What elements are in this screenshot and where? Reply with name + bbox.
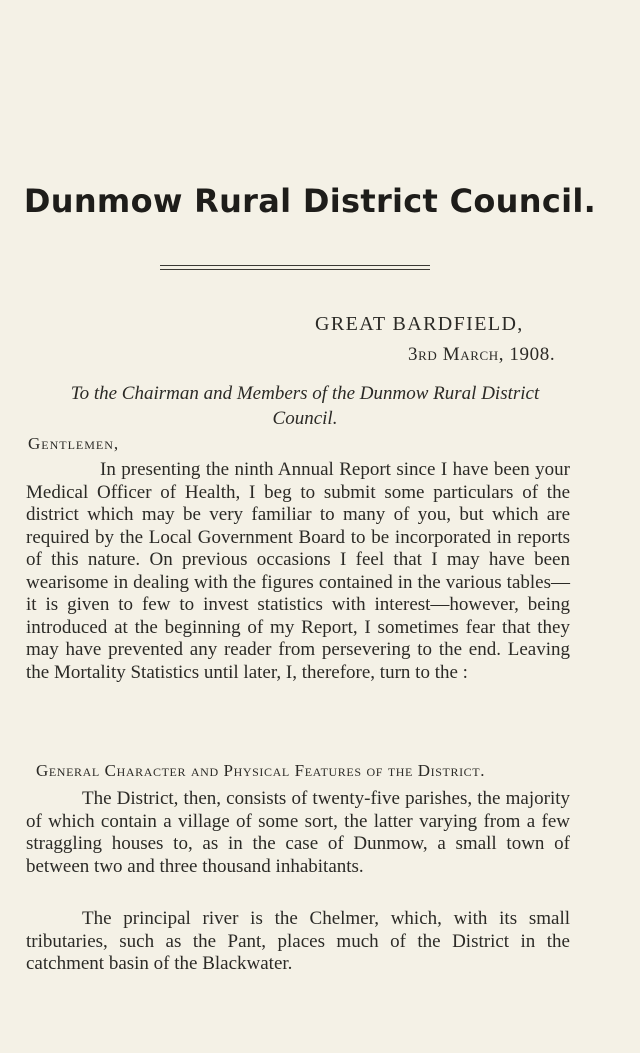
section-heading: General Character and Physical Features of the District. [36,761,486,780]
date-line: 3rd March, 1908. [408,344,556,365]
body-paragraph-2: The District, then, consists of twenty-five parishes, the majority of which contain a village of some sort, the latter varying from a few straggling houses to, as in the case of Dunmow, a small town of between two and three thousand inhabitants. [26,788,570,877]
salutation: Gentlemen, [28,434,120,453]
title-divider-top [160,265,430,266]
body-paragraph-3: The principal river is the Chelmer, which, with its small tributaries, such as the Pant, places much of the District in the catchment basin of the Blackwater. [26,908,570,974]
body-paragraph-1: In presenting the ninth Annual Report since I have been your Medical Officer of Health, I beg to submit some particulars of the district which may be very familiar to many of you, but which are required by the Local Government Board to be incorporated in reports of this nature. On previous occasions I feel that I may have been wearisome in dealing with the figures contained in the various tables—it is given to few to invest statistics with interest—however, being introduced at the beginning of my Report, I sometimes fear that they may have prevented any reader from persevering to the end. Leaving the Mortality Statistics until later, I, therefore, turn to the : [26,459,570,683]
addressee: To the Chairman and Members of the Dunmow Rural District Council. [70,383,540,429]
document-title: Dunmow Rural District Council. [23,182,597,220]
place-line: GREAT BARDFIELD, [315,313,524,335]
title-divider-bottom [160,269,430,270]
